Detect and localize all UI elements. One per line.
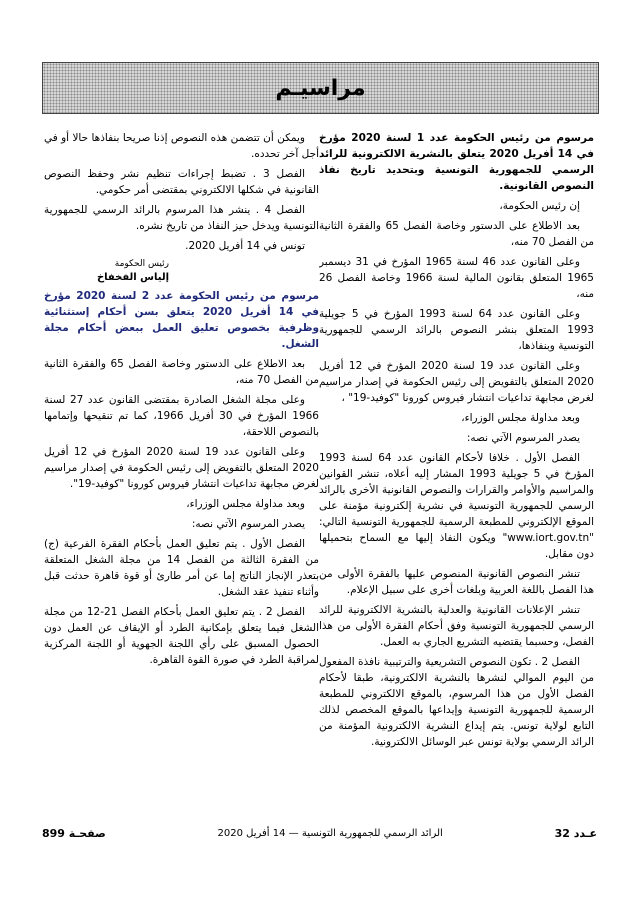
gazette-name-date: الرائد الرسمي للجمهورية التونسية — 14 أفريل 2020 bbox=[217, 827, 443, 839]
decree-2-title: مرسوم من رئيس الحكومة عدد 2 لسنة 2020 مؤرخ في 14 أفريل 2020 يتعلق بسن أحكام إستثنائية وظرفية بخصوص تعليق العمل ببعض أحكام مجلة الشغل. bbox=[44, 290, 319, 350]
section-banner bbox=[42, 62, 599, 114]
paragraph: بعد الاطلاع على الدستور وخاصة الفصل 65 والفقرة الثانية من الفصل 70 منه، bbox=[319, 220, 594, 248]
paragraph: إن رئيس الحكومة، bbox=[499, 200, 580, 212]
paragraph: وعلى القانون عدد 46 لسنة 1965 المؤرخ في 31 ديسمبر 1965 المتعلق بقانون المالية لسنة 1966 وخاصة الفصل 26 منه، bbox=[319, 256, 594, 300]
paragraph: وعلى القانون عدد 64 لسنة 1993 المؤرخ في 5 جويلية 1993 المتعلق بنشر النصوص بالرائد الرسمي للجمهورية التونسية وبنفاذها، bbox=[319, 308, 594, 352]
paragraph: يصدر المرسوم الآتي نصه: bbox=[466, 432, 580, 444]
paragraph: وعلى مجلة الشغل الصادرة بمقتضى القانون عدد 27 لسنة 1966 المؤرخ في 30 أفريل 1966، كما تم تنقيحها وإتمامها بالنصوص اللاحقة، bbox=[44, 394, 319, 438]
paragraph: وعلى القانون عدد 19 لسنة 2020 المؤرخ في 12 أفريل 2020 المتعلق بالتفويض إلى رئيس الحكومة في إصدار مراسيم لغرض مجابهة تداعيات انتشار فيروس كورونا "كوفيد-19" ، bbox=[319, 360, 594, 404]
paragraph: الفصل 3 . تضبط إجراءات تنظيم نشر وحفظ النصوص القانونية في شكلها الالكتروني بمقتضى أمر حكومي. bbox=[44, 168, 319, 196]
page-number: صفحـة 899 bbox=[42, 826, 106, 840]
signature-name: إلياس الفخفاخ bbox=[96, 272, 169, 283]
right-column bbox=[319, 130, 594, 820]
signature-role: رئيس الحكومة bbox=[114, 259, 169, 269]
decree-1-title: مرسوم من رئيس الحكومة عدد 1 لسنة 2020 مؤرخ في 14 أفريل 2020 يتعلق بالنشرية الالكترونية للرائد الرسمي للجمهورية التونسية وبتحديد تاريخ نفاذ النصوص القانونية. bbox=[319, 132, 594, 192]
paragraph: يصدر المرسوم الآتي نصه: bbox=[191, 518, 305, 530]
signature-block bbox=[44, 258, 319, 285]
issue-number: عـدد 32 bbox=[554, 826, 597, 840]
paragraph: تنشر الإعلانات القانونية والعدلية بالنشرية الالكترونية للرائد الرسمي للجمهورية التونسية وفق أحكام الفقرة الأولى من هذا الفصل، وحسبما يقتضيه التشريع الجاري به العمل. bbox=[319, 604, 594, 648]
paragraph: الفصل 4 . ينشر هذا المرسوم بالرائد الرسمي للجمهورية التونسية ويدخل حيز النفاذ من تاريخ نشره. bbox=[44, 204, 319, 232]
section-title: مراسيـم bbox=[275, 75, 366, 101]
paragraph: تنشر النصوص القانونية المنصوص عليها بالفقرة الأولى من هذا الفصل باللغة العربية وبلغات أخرى على سبيل الإعلام. bbox=[319, 568, 594, 596]
paragraph: بعد الاطلاع على الدستور وخاصة الفصل 65 والفقرة الثانية من الفصل 70 منه، bbox=[44, 358, 319, 386]
paragraph: وعلى القانون عدد 19 لسنة 2020 المؤرخ في 12 أفريل 2020 المتعلق بالتفويض إلى رئيس الحكومة في إصدار مراسيم لغرض مجابهة تداعيات انتشار فيروس كورونا "كوفيد-19". bbox=[44, 446, 319, 490]
paragraph: وبعد مداولة مجلس الوزراء، bbox=[461, 412, 580, 424]
page-footer bbox=[42, 823, 597, 843]
date-line: تونس في 14 أفريل 2020. bbox=[185, 240, 305, 252]
paragraph: الفصل 2 . تكون النصوص التشريعية والترتيبية نافذة المفعول من اليوم الموالي لنشرها بالنشرية الالكترونية، طبقا لأحكام الفصل الأول من هذا المرسوم، بالموقع الالكتروني للمطبعة الرسمية للجمهورية التونسية وإيداعها بالموقع المخصص لذلك التابع لولاية تونس. يتم إيداع النشرية الالكترونية المؤمنة من الرائد الرسمي بولاية تونس عبر الوسائل الالكترونية. bbox=[319, 656, 594, 748]
paragraph: الفصل الأول . خلافا لأحكام القانون عدد 64 لسنة 1993 المؤرخ في 5 جويلية 1993 المشار إليه أعلاه، تنشر القوانين والمراسيم والأوامر والقرارات والنصوص القانونية الأخرى بالرائد الرسمي للجمهورية التونسية في نشرية إلكترونية مؤمنة على الموقع الإلكتروني للمطبعة الرسمية للجمهورية التونسية التالي: "www.iort.gov.tn" ويكون النفاذ إليها مع السماح بتحميلها دون مقابل. bbox=[319, 452, 594, 560]
left-column bbox=[44, 130, 319, 820]
paragraph: ويمكن أن تتضمن هذه النصوص إذنا صريحا بنفاذها حالا أو في أجل آخر تحدده. bbox=[44, 132, 319, 160]
paragraph: وبعد مداولة مجلس الوزراء، bbox=[186, 498, 305, 510]
paragraph: الفصل الأول . يتم تعليق العمل بأحكام الفقرة الفرعية (ج) من الفقرة الثالثة من الفصل 14 من مجلة الشغل المتعلقة بتعذر الإنجاز الناتج إما عن أمر طارئ أو قوة قاهرة حدثت قبل وأثناء تنفيذ عقد الشغل. bbox=[44, 538, 319, 598]
paragraph: الفصل 2 . يتم تعليق العمل بأحكام الفصل 21-12 من مجلة الشغل فيما يتعلق بإمكانية الطرد أو الإيقاف عن العمل دون الحصول المسبق على رأي اللجنة الجهوية أو اللجنة المركزية لمراقبة الطرد في صورة القوة القاهرة. bbox=[44, 606, 319, 666]
